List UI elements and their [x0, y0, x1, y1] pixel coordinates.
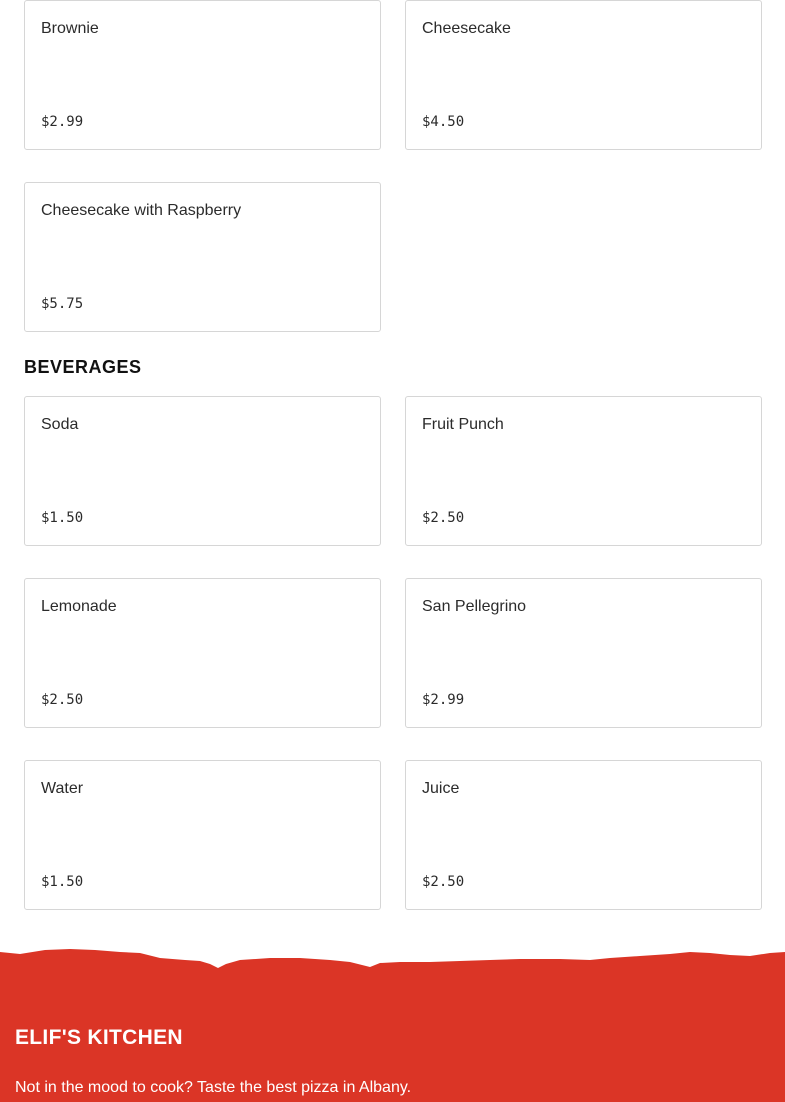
menu-item-price: $5.75 — [41, 296, 84, 312]
footer-brand: ELIF'S KITCHEN — [15, 1026, 183, 1049]
menu-item-price: $2.50 — [422, 874, 465, 890]
menu-item-card[interactable] — [405, 396, 762, 546]
menu-item-name: Lemonade — [41, 598, 117, 615]
site-footer — [0, 940, 785, 1102]
menu-item-card[interactable] — [24, 578, 381, 728]
menu-item-price: $2.99 — [41, 114, 84, 130]
menu-item-card[interactable] — [405, 760, 762, 910]
menu-item-card[interactable] — [405, 578, 762, 728]
menu-item-name: Soda — [41, 416, 79, 433]
menu-item-name: Brownie — [41, 20, 99, 37]
menu-item-card[interactable] — [24, 182, 381, 332]
menu-item-name: Water — [41, 780, 84, 797]
menu-item-card[interactable] — [24, 0, 381, 150]
menu-item-name: San Pellegrino — [422, 598, 527, 615]
menu-item-card[interactable] — [24, 760, 381, 910]
footer-tagline: Not in the mood to cook? Taste the best pizza in Albany. — [15, 1079, 412, 1096]
menu-item-card[interactable] — [24, 396, 381, 546]
menu-item-name: Fruit Punch — [422, 416, 504, 433]
menu-item-price: $4.50 — [422, 114, 465, 130]
menu-item-price: $2.50 — [41, 692, 84, 708]
section-title-beverages: BEVERAGES — [24, 357, 142, 377]
menu-item-price: $2.99 — [422, 692, 465, 708]
menu-item-card[interactable] — [405, 0, 762, 150]
menu-item-name: Juice — [422, 780, 460, 797]
menu-item-price: $1.50 — [41, 510, 84, 526]
menu-item-name: Cheesecake with Raspberry — [41, 202, 242, 219]
menu-item-price: $2.50 — [422, 510, 465, 526]
menu-item-name: Cheesecake — [422, 20, 511, 37]
menu-item-price: $1.50 — [41, 874, 84, 890]
torn-edge-background — [0, 940, 785, 1102]
